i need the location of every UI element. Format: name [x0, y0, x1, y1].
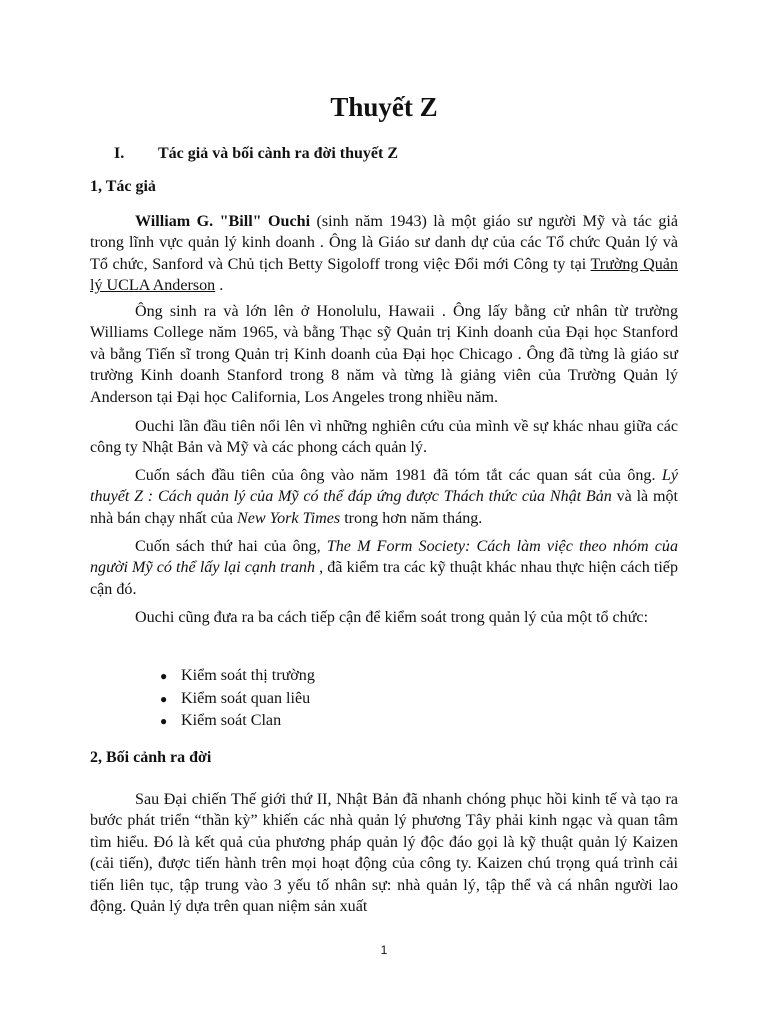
list-item: [157, 665, 315, 688]
first-book-title: Lý thuyết Z : Cách quản lý của Mỹ có thể đáp ứng được Thách thức của Nhật Bản: [90, 467, 678, 506]
second-book-text-2: , đã kiểm tra các kỹ thuật khác nhau thực hiện cách tiếp cận đó.: [90, 559, 678, 598]
first-book-text-3: trong hơn năm tháng.: [340, 509, 483, 527]
page-number: 1: [380, 943, 388, 957]
first-book-text: Cuốn sách đầu tiên của ông vào năm 1981 đã tóm tắt các quan sát của ông.: [135, 467, 662, 484]
paragraph-control-approaches: Ouchi cũng đưa ra ba cách tiếp cận để kiểm soát trong quản lý của một tổ chức:: [135, 609, 649, 626]
paragraph-second-book: [90, 536, 678, 600]
list-item-label: Kiểm soát thị trường: [181, 667, 315, 684]
second-book-title: The M Form Society: Cách làm việc theo nhóm của người Mỹ có thể lấy lại cạnh tranh: [90, 538, 678, 577]
subsection-heading-author: 1, Tác giả: [90, 178, 156, 195]
second-book-text: Cuốn sách thứ hai của ông,: [135, 538, 327, 555]
list-item-label: Kiểm soát quan liêu: [181, 689, 311, 707]
control-approaches-list: [157, 665, 315, 733]
section-heading: [114, 145, 398, 163]
paragraph-first-book: [90, 465, 678, 529]
paragraph-biography: Ông sinh ra và lớn lên ở Honolulu, Hawaii . Ông lấy bằng cử nhân từ trường Williams College năm 1965, và bằng Thạc sỹ Quản trị Kinh doanh của Đại học Stanford và bằng Tiến sĩ trong Quản trị Kinh doanh của Đại học Chicago . Ông đã từng là giáo sư trường Kinh doanh Stanford trong 8 năm và từng là giảng viên của Trường Quản lý Anderson tại Đại học California, Los Angeles trong nhiều năm.: [90, 303, 678, 406]
ucla-anderson-link[interactable]: Trường Quản lý UCLA Anderson: [90, 255, 678, 295]
bullet-icon: ●: [160, 714, 168, 728]
nyt-name: New York Times: [237, 509, 341, 527]
subsection-heading-context: 2, Bối cảnh ra đời: [90, 749, 212, 766]
author-name: William G. "Bill" Ouchi: [135, 213, 311, 230]
page-title: Thuyết Z: [330, 92, 438, 122]
list-item-label: Kiểm soát Clan: [181, 712, 282, 729]
paragraph-author-intro: [90, 211, 678, 297]
paragraph-research: Ouchi lần đầu tiên nổi lên vì những nghiên cứu của mình về sự khác nhau giữa các công ty Nhật Bản và Mỹ và các phong cách quản lý.: [90, 418, 678, 457]
section-title: Tác giả và bối cành ra đời thuyết Z: [158, 145, 398, 162]
paragraph-context: Sau Đại chiến Thế giới thứ II, Nhật Bản đã nhanh chóng phục hồi kinh tế và tạo ra bước phát triển “thần kỳ” khiến các nhà quản lý phương Tây phải kinh ngạc và quan tâm tìm hiểu. Đó là kết quả của phương pháp quản lý độc đáo gọi là kỹ thuật quản lý Kaizen (cải tiến), được tiến hành trên mọi hoạt động của công ty. Kaizen chú trọng quá trình cải tiến liên tục, tập trung vào 3 yếu tố nhân sự: nhà quản lý, tập thể và cá nhân người lao động. Quản lý dựa trên quan niệm sản xuất: [90, 791, 678, 916]
section-number: I.: [114, 145, 125, 162]
first-book-text-2: và là một nhà bán chạy nhất của: [90, 488, 678, 527]
author-intro-text: (sinh năm 1943) là một giáo sư người Mỹ và tác giả trong lĩnh vực quản lý kinh doanh . Ông là Giáo sư danh dự của các Tổ chức Quản lý và Tổ chức, Sanford và Chủ tịch Betty Sigoloff trong việc Đổi mới Công ty tại: [90, 213, 678, 273]
list-item: [157, 688, 315, 711]
bullet-icon: ●: [160, 691, 168, 706]
list-item: [157, 710, 315, 733]
author-intro-end: .: [215, 277, 224, 295]
bullet-icon: ●: [160, 669, 168, 683]
